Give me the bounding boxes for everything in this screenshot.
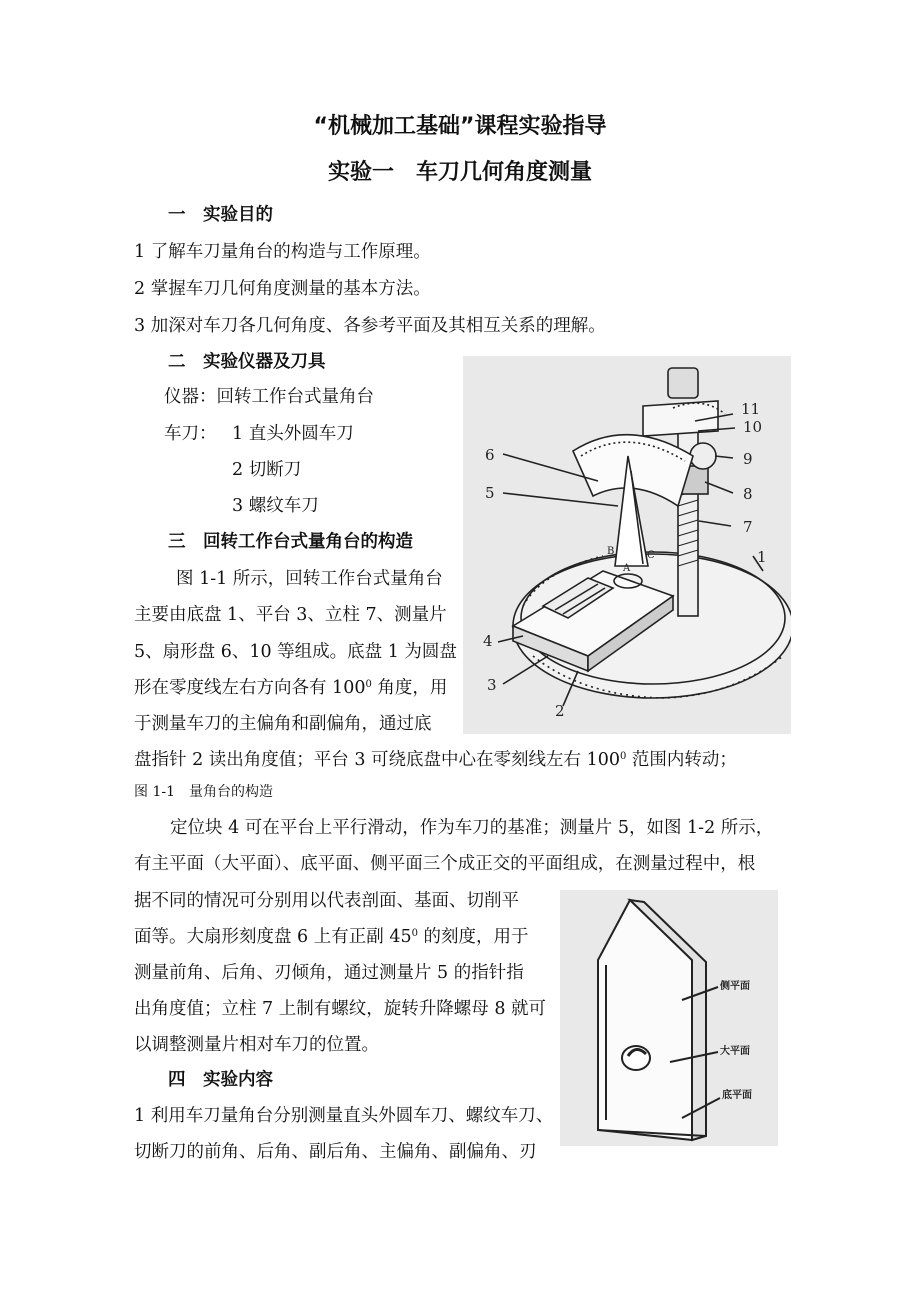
figure-measuring-piece (560, 890, 778, 1146)
list-item: 1 了解车刀量角台的构造与工作原理。 (134, 242, 431, 262)
list-item: 2 掌握车刀几何角度测量的基本方法。 (134, 279, 431, 299)
figure-label: 1 (757, 548, 767, 566)
paragraph-line: 图 1-1 所示，回转工作台式量角台 (176, 569, 443, 589)
paragraph-line: 切断刀的前角、后角、副后角、主偏角、副偏角、刃 (134, 1142, 537, 1162)
paragraph-line: 测量前角、后角、刃倾角，通过测量片 5 的指针指 (134, 963, 524, 983)
paragraph-line: 于测量车刀的主偏角和副偏角，通过底 (134, 714, 432, 734)
paragraph-line: 盘指针 2 读出角度值；平台 3 可绕底盘中心在零刻线左右 $100^0$ 范围内转动； (134, 750, 737, 770)
figure-label: 10 (743, 418, 763, 436)
paragraph-line: 5、扇形盘 6、10 等组成。底盘 1 为圆盘 (134, 642, 457, 662)
section-heading-3: 三 回转工作台式量角台的构造 (168, 532, 413, 552)
figure-label: 侧平面 (720, 981, 750, 992)
paragraph-line: 出角度值；立柱 7 上制有螺纹，旋转升降螺母 8 就可 (134, 999, 547, 1019)
paragraph-line: 面等。大扇形刻度盘 6 上有正副 $45^0$ 的刻度，用于 (134, 927, 529, 947)
paragraph-line: 据不同的情况可分别用以代表剖面、基面、切削平 (134, 891, 519, 911)
protractor-table-illustration (463, 356, 791, 734)
list-item: 3 加深对车刀各几何角度、各参考平面及其相互关系的理解。 (134, 316, 606, 336)
measuring-piece-illustration (560, 890, 778, 1146)
figure-label: C (647, 550, 655, 561)
tools-label: 车刀： (164, 424, 217, 444)
figure-label: B (607, 546, 615, 557)
experiment-title: 实验一 车刀几何角度测量 (327, 160, 592, 185)
page-title: “机械加工基础”课程实验指导 (313, 114, 607, 139)
instrument-line: 仪器：回转工作台式量角台 (164, 387, 374, 407)
tool-item: 2 切断刀 (232, 460, 302, 480)
section-heading-4: 四 实验内容 (168, 1070, 273, 1090)
section-heading-1: 一 实验目的 (168, 205, 273, 225)
figure-label: 9 (743, 450, 753, 468)
figure-label: 7 (743, 518, 753, 536)
figure-caption: 图 1-1 量角台的构造 (134, 784, 273, 800)
figure-label: 4 (483, 632, 493, 650)
paragraph-line: 以调整测量片相对车刀的位置。 (134, 1035, 379, 1055)
paragraph-line: 形在零度线左右方向各有 $100^0$ 角度，用 (134, 678, 448, 698)
paragraph-line: 有主平面（大平面）、底平面、侧平面三个成正交的平面组成，在测量过程中，根 (134, 854, 756, 874)
paragraph-line: 定位块 4 可在平台上平行滑动，作为车刀的基准；测量片 5，如图 1-2 所示， (170, 818, 774, 838)
figure-label: 2 (555, 702, 565, 720)
paragraph-line: 主要由底盘 1、平台 3、立柱 7、测量片 (134, 605, 447, 625)
figure-label: 5 (485, 484, 495, 502)
tool-item: 1 直头外圆车刀 (232, 424, 354, 444)
tool-item: 3 螺纹车刀 (232, 496, 319, 516)
section-heading-2: 二 实验仪器及刀具 (168, 352, 326, 372)
figure-label: 3 (487, 676, 497, 694)
figure-label: 大平面 (720, 1046, 750, 1057)
paragraph-line: 1 利用车刀量角台分别测量直头外圆车刀、螺纹车刀、 (134, 1106, 554, 1126)
figure-label: 6 (485, 446, 495, 464)
figure-label: A (623, 563, 631, 574)
figure-protractor-table (463, 356, 791, 734)
figure-label: 8 (743, 485, 753, 503)
figure-label: 底平面 (722, 1090, 752, 1101)
figure-label: 11 (741, 400, 761, 418)
